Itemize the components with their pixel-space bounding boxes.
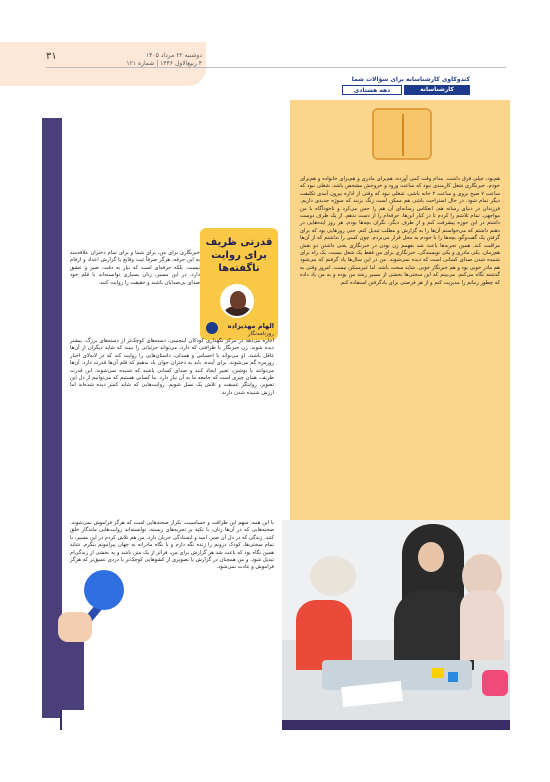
avatar-head [230,291,246,309]
photo-woman-scarf [310,556,356,596]
left-closing-text: با این همه، سهم این ظرافت و حساسیت، تکرار صحنه‌هایی است که هرگز فراموش نمی‌شوند. صحنه‌هایی که در آن‌ها زنان، با تکیه بر تجربه‌های زیسته، توانسته‌اند روایت‌هایی ماندگار خلق کنند. زندگی که در دل آن صبر، امید و ایستادگی جریان دارد. من هم تلاش کردم در این مسیر، با تمام سختی‌ها، کودک درونم را زنده نگه دارم و با نگاه مادرانه به جهان پیرامونم بنگرم. شاید همین نگاه بود که باعث شد هر گزارش برای من، فراتر از یک متن باشد و به بخشی از زندگی‌ام تبدیل شود. و من همچنان در گزارش با تصویری از کشوهایی کوچک‌تر با دردی عمیق‌تر که هرگز فراموش و عادت نمی‌شود. [70,520,274,571]
bottom-left-decoration [44,640,84,710]
issue-date: دوشنبه ۲۲ مرداد ۱۴۰۵ [145,52,202,59]
section-tag-secondary: دهه هشتادی [342,85,402,95]
hand-illustration [58,612,92,642]
photo-woman-black-face [418,542,444,572]
author-name: الهام مهدیزاده [227,322,274,330]
page-number: ۳۱ [46,51,57,62]
left-text-column [62,118,282,730]
issue-number: ۴ ربیع‌الاول ۱۴۴۶ | شماره ۱۲۱ [126,60,202,67]
author-role: روزنامه‌نگار [248,331,274,337]
section-title: کندوکاوی کارشناسانه برای سؤالات شما [351,76,470,83]
open-book-icon [372,108,432,160]
article-title: قدرتی ظریف برای روایت ناگفته‌ها [205,237,273,274]
photo-blue-block [448,672,458,682]
left-intro-text: خبرنگاری برای من، برای شما و برای تمام دختران علاقه‌مند به این حرفه، هرگز صرفاً ثبت وقایع یا گزارش اعداد و ارقام نیست. بلکه حرفه‌ای است که نیاز به دقت، صبر و عشق دارد. در این مسیر، زنان بسیاری توانسته‌اند با قلم خود صدای بی‌صدایان باشند و حقیقت را روایت کنند. [70,250,200,286]
article-photo [282,520,510,720]
photo-pink-toy [482,670,508,696]
author-avatar [220,284,254,318]
section-tag-primary: کارشناسانه [404,85,470,95]
issue-info [62,52,202,68]
photo-yellow-block [432,668,444,678]
right-body-text: هم‌بود، خیلی فرق داشت. مدام وقت کمی آورده، هم‌برای مادری و هم‌برای خانواده و هم‌برای خودم. خبرنگاری شغل کارمندی نبود که ساعت ورود و خروجش مشخص باشد. شغلی نبود که ساعت ۷ صبح بروی و ساعت ۲ خانه باشی. شغلی نبود که وقتی از اداره بیرون آمدی تکلیفت دیگر تمام شود. در حال استراحت باشی هم ممکن است زنگ بزنند که سوژه جدیدی داریم. فرزندان در دنیای رسانه هم، انعکاس رسانه‌ای آن هم را حس می‌کرد و ناخودآگاه با من مواجهی. تمام تلاشم را کردم تا در کنار این‌ها، حرفه‌ام را از دست ندهم. از یک طرف دوست داشتم در این حوزه پیشرفت کنم و از طرف دیگر، نگران بچه‌ها بودم. هر روز ایده‌هایی در ذهنم داشتم که می‌خواستم آن‌ها را به گزارش و مطلب تبدیل کنم. حتی روزهایی بود که برای گرفتن یک گفت‌وگو، بچه‌ها را با خودم به محل قرار می‌بردم. چون کسی را نداشتم که از آن‌ها مراقبت کند. همین تجربه‌ها باعث شد بفهمم زن بودن در خبرنگاری یعنی داشتن دو نقش هم‌زمان. یکی مادری و یکی نویسندگی. خبرنگاری برای من فقط یک شغل نیست. یک راه برای شنیده شدن صدای کسانی است که دیده نمی‌شوند. من در این سال‌ها یاد گرفتم که می‌شود هم مادر خوبی بود و هم خبرنگار خوبی. شاید سخت باشد، اما غیرممکن نیست. امروز وقتی به گذشته نگاه می‌کنم، می‌بینم که این سختی‌ها بخشی از مسیر رشد من بوده و به من یاد داده که چطور زمانم را مدیریت کنم و از هر فرصتی برای یادگرفتن استفاده کنم. [300,176,501,286]
photo-child-body [460,590,504,660]
header-divider [46,67,506,68]
microphone-icon [84,570,124,610]
left-body-text: اجازه می‌دهد در مرکز نگهداری کودکان اینچنینی، دسته‌های کوچک‌تر از دسته‌های بزرگ، بیشتر دیده شوند. زن خبرنگار با ظرافتی که دارد، می‌تواند جزئیاتی را ببیند که شاید دیگران از آن‌ها غافل باشند. او می‌تواند با احساس و همدلی، داستان‌هایی را روایت کند که در لابه‌لای اخبار روزمره گم می‌شوند. برای آینده، باید به دختران جوان یاد بدهیم که قلم آن‌ها قدرت دارد. آن‌ها می‌توانند با نوشتن، تغییر ایجاد کنند و صدای کسانی باشند که شنیده نمی‌شوند. این قدرت ظریف، همان چیزی است که جامعه ما به آن نیاز دارد. ما کسانی هستیم که می‌توانیم از دل این تصویر، روایتگر عمیقت و تلاش یک نسل شویم. روایت‌هایی که شاید کمتر دیده شده‌اند اما ارزش شنیده شدن دارند. [70,338,274,396]
